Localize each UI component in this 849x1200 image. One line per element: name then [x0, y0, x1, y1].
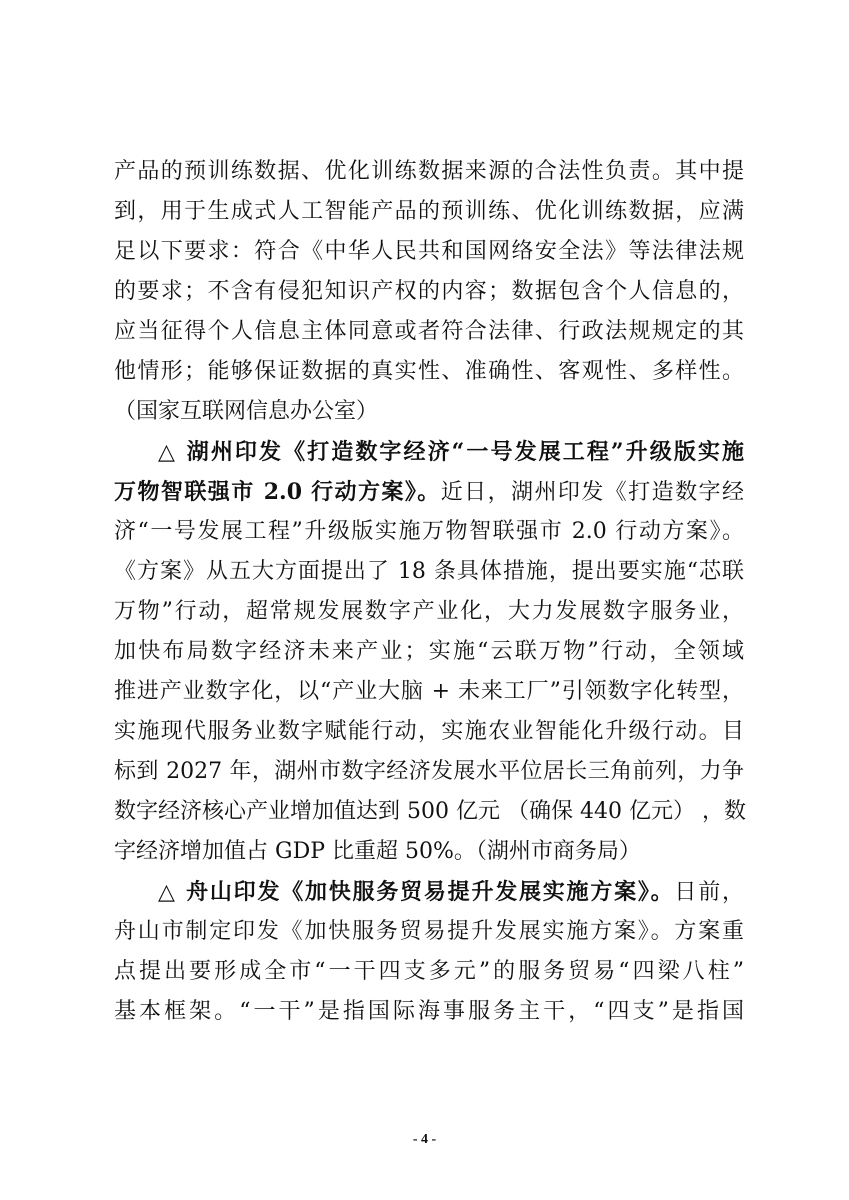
line-text: 加快布局数字经济未来产业；实施“云联万物”行动，全领域	[114, 639, 744, 664]
text-line	[114, 752, 744, 792]
line-text: 应当征得个人信息主体同意或者符合法律、行政法规规定的其	[114, 319, 744, 344]
line-text: 近日，湖州印发《打造数字经	[440, 480, 744, 505]
line-text: 到，用于生成式人工智能产品的预训练、优化训练数据，应满	[114, 199, 744, 224]
source-attribution	[114, 392, 744, 432]
line-text: 日前，	[674, 880, 744, 905]
heading-text: △ 湖州印发《打造数字经济“一号发展工程”升级版实施	[158, 439, 744, 465]
text-line	[114, 672, 744, 712]
text-line	[114, 512, 744, 552]
document-body	[114, 152, 744, 1032]
line-text: 济“一号发展工程”升级版实施万物智联强市 2.0 行动方案》。	[114, 519, 744, 544]
line-text: 标到 2027 年，湖州市数字经济发展水平位居长三角前列，力争	[114, 759, 744, 784]
heading-text: △ 舟山印发《加快服务贸易提升发展实施方案》。	[158, 879, 675, 905]
text-line	[114, 472, 744, 512]
line-text: 他情形；能够保证数据的真实性、准确性、客观性、多样性。	[114, 359, 744, 384]
text-line	[114, 352, 744, 392]
text-line	[114, 552, 744, 592]
line-text: 产品的预训练数据、优化训练数据来源的合法性负责。其中提	[114, 159, 744, 184]
page-number: - 4 -	[412, 1132, 437, 1147]
line-text: 字经济增加值占 GDP 比重超 50%。（湖州市商务局）	[114, 839, 641, 864]
text-line	[114, 272, 744, 312]
text-line	[114, 192, 744, 232]
line-text: 舟山市制定印发《加快服务贸易提升发展实施方案》。方案重	[114, 919, 744, 944]
text-line	[114, 952, 744, 992]
text-line	[114, 152, 744, 192]
line-text: 实施现代服务业数字赋能行动，实施农业智能化升级行动。目	[114, 719, 744, 744]
news-heading-zhoushan	[114, 872, 744, 912]
text-line	[114, 912, 744, 952]
text-line	[114, 232, 744, 272]
line-text: 点提出要形成全市“一干四支多元”的服务贸易“四梁八柱”	[114, 959, 744, 984]
line-text: （国家互联网信息办公室）	[114, 399, 379, 424]
line-text: 足以下要求：符合《中华人民共和国网络安全法》等法律法规	[114, 239, 744, 264]
text-line	[114, 312, 744, 352]
line-text: 数字经济核心产业增加值达到 500 亿元 （确保 440 亿元） ，数	[114, 799, 746, 824]
text-line	[114, 592, 744, 632]
line-text: 的要求；不含有侵犯知识产权的内容；数据包含个人信息的，	[114, 279, 744, 304]
news-heading-huzhou	[114, 432, 744, 472]
text-line	[114, 712, 744, 752]
text-line	[114, 992, 744, 1032]
line-text: 万物”行动，超常规发展数字产业化，大力发展数字服务业，	[114, 599, 744, 624]
line-text: 《方案》从五大方面提出了 18 条具体措施，提出要实施“芯联	[114, 559, 744, 584]
text-line	[114, 832, 744, 872]
heading-text: 万物智联强市 2.0 行动方案》。	[114, 479, 441, 505]
line-text: 基本框架。“一干”是指国际海事服务主干，“四支”是指国	[114, 999, 744, 1024]
text-line	[114, 792, 744, 832]
line-text: 推进产业数字化，以“产业大脑 + 未来工厂”引领数字化转型，	[114, 679, 744, 704]
text-line	[114, 632, 744, 672]
